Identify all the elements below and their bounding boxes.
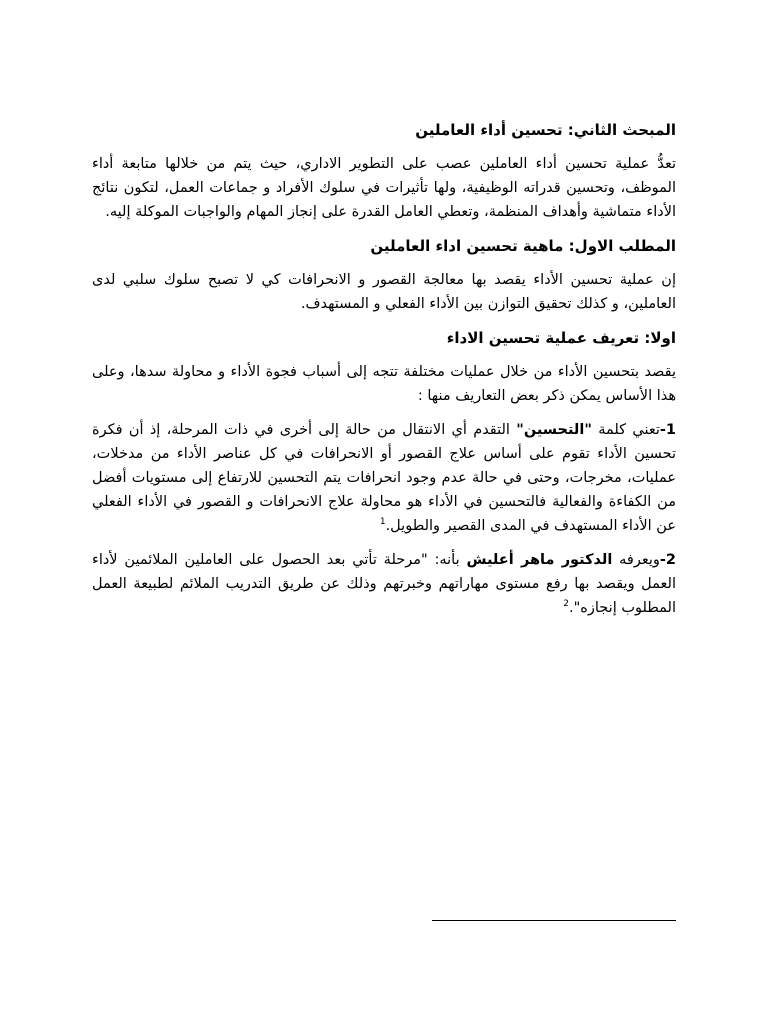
- definition-2-text: بأنه: "مرحلة تأتي بعد الحصول على العاملين الملائمين لأداء العمل ويقصد بها رفع مستوى مهاراتهم وخبرتهم وذلك عن طريق التدريب الملائم لطبيعة العمل المطلوب إنجازه".: [92, 552, 676, 616]
- definition-1-number: 1-: [659, 422, 676, 438]
- definition-1-intro: تعني كلمة: [591, 422, 660, 438]
- definition-1-paragraph: [92, 418, 676, 538]
- subsection-heading: المطلب الاول: ماهية تحسين اداء العاملين: [370, 237, 676, 255]
- section-heading: المبحث الثاني: تحسين أداء العاملين: [415, 121, 676, 139]
- definition-2-paragraph: [92, 548, 676, 620]
- definition-heading: اولا: تعريف عملية تحسين الاداء: [446, 329, 676, 347]
- definition-1-term: "التحسين": [516, 422, 592, 438]
- section-intro-paragraph: تعدُّ عملية تحسين أداء العاملين عصب على التطوير الاداري، حيث يتم من خلالها متابعة أداء الموظف، وتحسين قدراته الوظيفية، ولها تأثيرات في سلوك الأفراد و جماعات العمل، لتكون نتائج الأداء متماشية وأهداف المنظمة، وتعطي العامل القدرة على إنجاز المهام والواجبات الموكلة إليه.: [92, 156, 676, 220]
- definition-2-intro: ويعرفه: [612, 552, 660, 568]
- definition-2-number: 2-: [659, 552, 676, 568]
- footnote-separator: [432, 920, 676, 921]
- definition-1-text: التقدم أي الانتقال من حالة إلى أخرى في ذات المرحلة، إذ أن فكرة تحسين الأداء تقوم على أساس علاج القصور أو الانحرافات في كل عناصر الأداء من مدخلات، عمليات، مخرجات، وحتى في حالة عدم وجود انحرافات يتم التحسين للارتفاع إلى مستويات أفضل من الكفاءة والفعالية فالتحسين في الأداء هو محاولة علاج الانحرافات و القصور في الأداء الفعلي عن الأداء المستهدف في المدى القصير والطويل.: [92, 422, 676, 534]
- footnote-ref-2[interactable]: 2: [563, 599, 569, 610]
- subsection-paragraph: إن عملية تحسين الأداء يقصد بها معالجة القصور و الانحرافات كي لا تصبح سلوك سلبي لدى العاملين، و كذلك تحقيق التوازن بين الأداء الفعلي و المستهدف.: [92, 272, 676, 312]
- definition-2-author: الدكتور ماهر أعليش: [466, 552, 613, 568]
- footnote-ref-1[interactable]: 1: [379, 517, 386, 528]
- document-page: [92, 118, 676, 630]
- definition-paragraph: يقصد بتحسين الأداء من خلال عمليات مختلفة تتجه إلى أسباب فجوة الأداء و محاولة سدها، وعلى هذا الأساس يمكن ذكر بعض التعاريف منها :: [92, 364, 676, 404]
